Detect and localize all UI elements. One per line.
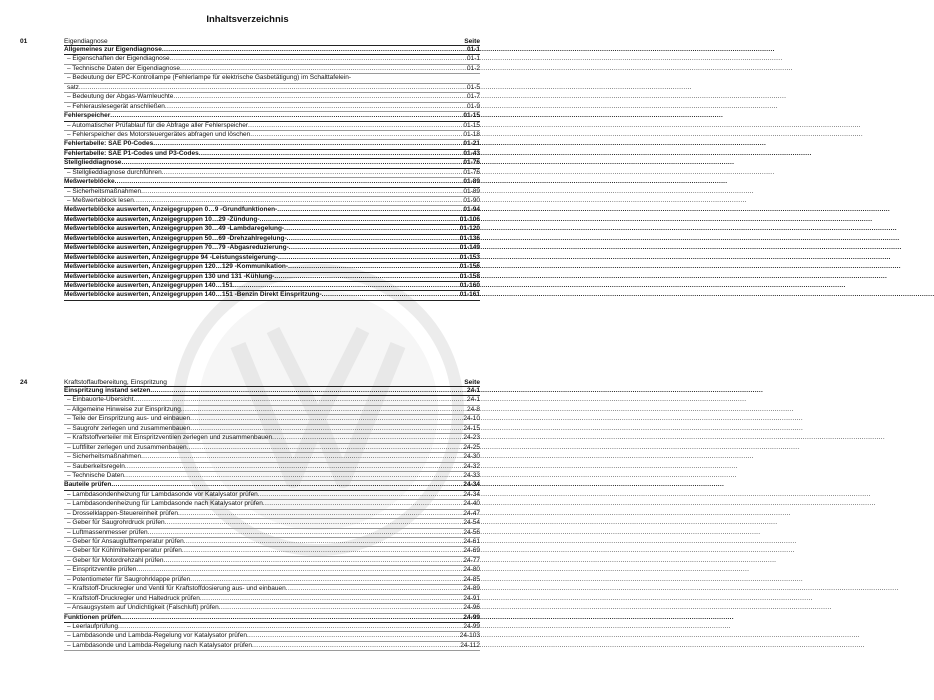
toc-page-number: 24-89 — [463, 585, 480, 593]
dot-leader — [199, 150, 463, 158]
toc-section-01 — [20, 33, 480, 301]
dot-leader — [180, 65, 466, 73]
toc-page-number: 24-112 — [460, 641, 480, 649]
toc-page-number: 24-32 — [463, 462, 480, 470]
toc-entry-text: Meßwerteblöcke auswerten, Anzeigegruppen 130 und 131 -Kühlung- — [64, 272, 275, 280]
toc-heading-entry — [64, 263, 480, 272]
toc-entry — [64, 197, 480, 206]
toc-entry-text: Einspritzung instand setzen — [64, 387, 151, 394]
toc-entry-text: Meßwerteblöcke auswerten, Anzeigegruppe 94 -Leistungssteigerung- — [64, 253, 278, 261]
toc-entry-text: Fehlerspeicher — [64, 112, 111, 120]
section-number: 24 — [20, 379, 28, 386]
toc-page-number: 01-15 — [463, 112, 480, 120]
section-number: 01 — [20, 38, 28, 45]
toc-entry-text: – Luftfilter zerlegen und zusammenbauen — [67, 443, 187, 451]
toc-entry-text: – Geber für Kühlmitteltemperatur prüfen — [67, 547, 182, 555]
toc-entry — [64, 55, 480, 64]
toc-entry — [64, 566, 480, 575]
toc-page-number: 01-156 — [459, 263, 480, 271]
toc-entry — [64, 642, 480, 651]
toc-heading-entry — [64, 159, 480, 168]
toc-entry — [64, 84, 480, 93]
toc-entry-text: – Luftmassenmesser prüfen — [67, 528, 148, 536]
section-header — [20, 374, 480, 386]
toc-entry — [64, 188, 480, 197]
toc-page-number: 01-120 — [459, 225, 480, 233]
dot-leader — [233, 282, 459, 290]
toc-page-number: 24-1 — [466, 387, 480, 394]
toc-heading-entry — [64, 150, 480, 159]
dot-leader — [190, 425, 462, 433]
toc-entry — [64, 491, 480, 500]
toc-entry-text: – Kraftstoffverteiler mit Einspritzventilen zerlegen und zusammenbauen — [67, 434, 273, 442]
toc-entry-text: Meßwerteblöcke auswerten, Anzeigegruppen 30…49 -Lambdaregelung- — [64, 225, 285, 233]
section-header — [20, 33, 480, 45]
toc-entry — [64, 425, 480, 434]
toc-page-number: 01-1 — [466, 55, 480, 63]
dot-leader — [187, 444, 463, 452]
toc-entry — [64, 131, 480, 140]
toc-heading-entry — [64, 178, 480, 187]
dot-leader — [165, 103, 466, 111]
toc-entry-text: – Bedeutung der Abgas-Warnleuchte — [67, 93, 174, 101]
toc-page-number: 01-43 — [463, 149, 480, 157]
toc-page-number: 24-30 — [463, 453, 480, 461]
toc-entry — [64, 557, 480, 566]
dot-leader — [184, 538, 463, 546]
toc-heading-entry — [64, 282, 480, 291]
toc-entry — [64, 529, 480, 538]
toc-page-number: 01-90 — [463, 197, 480, 204]
toc-entry-text: Meßwerteblöcke auswerten, Anzeigegruppen 120…129 -Kommunikation- — [64, 263, 289, 271]
toc-entry-text: Meßwerteblöcke auswerten, Anzeigegruppen 10…29 -Zündung- — [64, 215, 260, 223]
toc-entry — [64, 510, 480, 519]
toc-entry-text: – Geber für Saugrohrdruck prüfen — [67, 519, 165, 527]
dot-leader — [274, 273, 458, 281]
toc-entry — [64, 595, 480, 604]
toc-page-number: 24-25 — [463, 443, 480, 451]
toc-entry — [64, 169, 480, 178]
toc-page-number: 24-1 — [466, 396, 480, 404]
toc-entry-text: Meßwerteblöcke auswerten, Anzeigegruppen 140…151 -Benzin Direkt Einspritzung- — [64, 291, 322, 299]
dot-leader — [289, 244, 459, 252]
dot-leader — [153, 140, 462, 148]
toc-entry — [64, 122, 480, 131]
toc-entry — [64, 472, 480, 481]
toc-page-number: 24-99 — [463, 622, 480, 630]
toc-entry-text: – Sauberkeitsregeln — [67, 462, 125, 470]
toc-page-number: 24-10 — [463, 415, 480, 423]
dot-leader — [252, 642, 459, 650]
toc-entry-text: Meßwerteblöcke auswerten, Anzeigegruppen 140…151 — [64, 281, 233, 289]
toc-heading-entry — [64, 140, 480, 149]
toc-entry-text: – Fehlerauslesegerät anschließen — [67, 102, 165, 110]
dot-leader — [118, 623, 462, 631]
toc-page-number: 01-15 — [463, 121, 480, 129]
toc-entry-text: – Potentiometer für Saugrohrklappe prüfen — [67, 575, 191, 583]
dot-leader — [190, 576, 462, 584]
toc-entry-text: – Stellglieddiagnose durchführen — [67, 168, 162, 176]
toc-entry-text: Funktionen prüfen — [64, 613, 122, 621]
dot-leader — [272, 434, 462, 442]
toc-entry-text: – Ansaugsystem auf Undichtigkeit (Falschluft) prüfen — [67, 604, 219, 612]
toc-entry-text: – Lambdasondenheizung für Lambdasonde vor Katalysator prüfen — [67, 490, 258, 498]
toc-entry-text: – Drosselklappen-Steuereinheit prüfen — [67, 509, 178, 517]
toc-page-number: 24-77 — [463, 556, 480, 564]
toc-entry-text: – Automatischer Prüfablauf für die Abfrage aller Fehlerspeicher — [67, 121, 249, 129]
toc-page-number: 24-61 — [463, 538, 480, 545]
toc-heading-entry — [64, 254, 480, 263]
toc-page-number: 01-89 — [463, 178, 480, 186]
dot-leader — [110, 112, 462, 120]
toc-heading-entry — [64, 112, 480, 121]
toc-entry-text: Fehlertabelle: SAE P0-Codes — [64, 140, 154, 148]
dot-leader — [278, 254, 459, 262]
toc-entry-text: – Geber für Motordrehzahl prüfen — [67, 556, 164, 564]
dot-leader — [178, 510, 462, 518]
toc-entry-text: – Teile der Einspritzung aus- und einbauen — [67, 415, 191, 423]
toc-page-number: 24-91 — [463, 594, 480, 602]
toc-page-number: 24-34 — [463, 481, 480, 489]
toc-page-number: 24-47 — [463, 509, 480, 517]
toc-entry-text: – Geber für Ansauglufttemperatur prüfen — [67, 538, 184, 545]
toc-page-number: 01-76 — [463, 168, 480, 176]
toc-page-number: 01-153 — [459, 253, 480, 261]
toc-entry-text: Meßwerteblöcke auswerten, Anzeigegruppen 70…79 -Abgasreduzierung- — [64, 244, 289, 252]
dot-leader — [200, 595, 463, 603]
dot-leader — [124, 472, 462, 480]
toc-page-number: 24-80 — [463, 566, 480, 574]
toc-page-number: 24-8 — [466, 405, 480, 413]
section-title: Eigendiagnose — [64, 38, 108, 45]
toc-page-number: 24-103 — [459, 632, 480, 640]
dot-leader — [141, 453, 462, 461]
toc-entry-text: – Einspritzventile prüfen — [67, 566, 137, 574]
toc-entry — [64, 500, 480, 509]
toc-page-number: 24-56 — [463, 528, 480, 536]
toc-entry — [64, 396, 480, 405]
toc-page-number: 24-33 — [463, 471, 480, 479]
toc-page-number: 24-34 — [463, 490, 480, 498]
toc-entry — [64, 585, 480, 594]
section-title: Kraftstoffaufbereitung, Einspritzung — [64, 379, 167, 386]
toc-entry-text: Fehlertabelle: SAE P1-Codes und P3-Codes — [64, 149, 199, 157]
dot-leader — [162, 46, 466, 54]
toc-entry-text: Stellglieddiagnose — [64, 159, 122, 167]
toc-page-number: 01-1 — [466, 46, 480, 53]
toc-page-number: 24-96 — [463, 604, 480, 612]
toc-page-number: 01-94 — [463, 206, 480, 214]
dot-leader — [219, 604, 463, 612]
toc-page-number: 01-160 — [459, 281, 480, 289]
dot-leader — [150, 387, 466, 395]
dot-leader — [277, 206, 462, 214]
toc-page-number: 01-7 — [466, 93, 480, 101]
dot-leader — [182, 547, 462, 555]
toc-entry-text: – Fehlerspeicher des Motorsteuergerätes abfragen und löschen — [67, 130, 251, 138]
toc-entry — [64, 623, 480, 632]
toc-page-number: 01-76 — [463, 159, 480, 167]
toc-entry-text: Meßwerteblöcke auswerten, Anzeigegruppen 50…69 -Drehzahlregelung- — [64, 234, 287, 242]
dot-leader — [133, 396, 466, 404]
toc-list — [64, 386, 480, 651]
dot-leader — [263, 500, 463, 508]
toc-entry-text: – Leerlaufprüfung — [67, 622, 118, 630]
dot-leader — [121, 614, 462, 622]
toc-entry — [64, 463, 480, 472]
toc-heading-entry — [64, 291, 480, 300]
dot-leader — [141, 188, 462, 196]
dot-leader — [258, 491, 463, 499]
toc-page-number: 24-15 — [463, 424, 480, 432]
toc-heading-entry — [64, 244, 480, 253]
page-title: Inhaltsverzeichnis — [206, 14, 289, 25]
toc-entry-text: – Meßwerteblock lesen — [67, 197, 134, 204]
toc-heading-entry — [64, 206, 480, 215]
toc-page-number: 01-89 — [463, 187, 480, 195]
dot-leader — [322, 291, 459, 299]
dot-leader — [163, 557, 462, 565]
toc-entry-text: – Eigenschaften der Eigendiagnose — [67, 55, 170, 63]
toc-entry — [64, 538, 480, 547]
toc-heading-entry — [64, 235, 480, 244]
toc-entry — [64, 444, 480, 453]
toc-entry-text: – Lambdasonde und Lambda-Regelung nach Katalysator prüfen — [67, 641, 253, 649]
toc-page-number: 24-40 — [463, 500, 480, 508]
toc-page-number: 01-18 — [463, 130, 480, 138]
toc-page-number: 24-23 — [463, 434, 480, 442]
toc-entry-text: Allgemeines zur Eigendiagnose — [64, 46, 162, 53]
toc-page-number: 24-85 — [463, 575, 480, 583]
seite-label: Seite — [464, 38, 480, 45]
toc-page-number: 01-149 — [459, 244, 480, 252]
dot-leader — [284, 225, 459, 233]
toc-entry-text: – Technische Daten — [67, 471, 124, 479]
toc-entry — [64, 453, 480, 462]
toc-entry — [64, 93, 480, 102]
toc-section-24 — [20, 374, 480, 651]
toc-heading-entry — [64, 481, 480, 490]
toc-entry — [64, 406, 480, 415]
toc-entry-text: – Saugrohr zerlegen und zusammenbauen — [67, 424, 191, 432]
toc-entry-text: Bauteile prüfen — [64, 481, 112, 489]
toc-list — [64, 45, 480, 301]
toc-page-number: 01-5 — [466, 83, 480, 91]
toc-page-number: 24-54 — [463, 519, 480, 527]
toc-heading-entry — [64, 46, 480, 55]
toc-page-number: 01-21 — [463, 140, 480, 148]
toc-page-number: 24-99 — [463, 613, 480, 621]
dot-leader — [125, 463, 463, 471]
toc-entry — [64, 434, 480, 443]
dot-leader — [260, 216, 459, 224]
toc-page-number: 01-9 — [466, 102, 480, 110]
dot-leader — [286, 585, 463, 593]
toc-heading-entry — [64, 216, 480, 225]
dot-leader — [162, 169, 463, 177]
toc-entry-text: – Lambdasonde und Lambda-Regelung vor Katalysator prüfen — [67, 632, 247, 640]
dot-leader — [115, 178, 463, 186]
dot-leader — [288, 263, 459, 271]
toc-entry — [64, 74, 480, 83]
dot-leader — [79, 84, 466, 92]
dot-leader — [136, 566, 462, 574]
toc-entry — [64, 632, 480, 641]
toc-entry-text: – Technische Daten der Eigendiagnose — [67, 64, 180, 72]
dot-leader — [165, 519, 463, 527]
toc-page-number: 01-158 — [459, 272, 480, 280]
dot-leader — [111, 481, 462, 489]
toc-heading-entry — [64, 273, 480, 282]
toc-page-number: 01-136 — [459, 234, 480, 242]
toc-entry-text: – Sicherheitsmaßnahmen — [67, 187, 142, 195]
toc-page-number: 24-69 — [463, 547, 480, 555]
toc-entry — [64, 604, 480, 613]
dot-leader — [250, 131, 462, 139]
toc-entry — [64, 415, 480, 424]
toc-entry-text: – Kraftstoff-Druckregler und Haltedruck prüfen — [67, 594, 200, 602]
toc-entry-text: – Allgemeine Hinweise zur Einspritzung — [67, 405, 181, 413]
dot-leader — [148, 529, 463, 537]
toc-heading-entry — [64, 225, 480, 234]
toc-entry-text: – Lambdasondenheizung für Lambdasonde nach Katalysator prüfen — [67, 500, 263, 508]
dot-leader — [247, 632, 459, 640]
toc-entry-text: – Einbauorte-Übersicht — [67, 396, 134, 404]
toc-heading-entry — [64, 614, 480, 623]
dot-leader — [173, 93, 466, 101]
dot-leader — [248, 122, 462, 130]
toc-page-number: 01-2 — [466, 64, 480, 72]
dot-leader — [190, 415, 462, 423]
dot-leader — [134, 197, 463, 205]
toc-entry-text: – Sicherheitsmaßnahmen — [67, 453, 142, 461]
toc-entry-text: satz — [67, 83, 79, 91]
toc-entry — [64, 519, 480, 528]
dot-leader — [287, 235, 459, 243]
dot-leader — [181, 406, 466, 414]
toc-page-number: 01-161 — [459, 291, 480, 299]
seite-label: Seite — [464, 379, 480, 386]
toc-entry — [64, 65, 480, 74]
toc-entry-text: – Bedeutung der EPC-Kontrollampe (Fehlerlampe für elektrische Gasbetätigung) im Schalttafelein- — [67, 74, 351, 82]
toc-entry — [64, 576, 480, 585]
toc-entry-text: – Kraftstoff-Druckregler und Ventil für Kraftstoffdosierung aus- und einbauen — [67, 585, 286, 593]
toc-entry-text: Meßwerteblöcke — [64, 178, 115, 186]
dot-leader — [121, 159, 462, 167]
toc-entry — [64, 103, 480, 112]
toc-entry — [64, 547, 480, 556]
toc-page-number: 01-106 — [459, 215, 480, 223]
dot-leader — [170, 55, 466, 63]
toc-entry-text: Meßwerteblöcke auswerten, Anzeigegruppen 0…9 -Grundfunktionen- — [64, 206, 278, 214]
